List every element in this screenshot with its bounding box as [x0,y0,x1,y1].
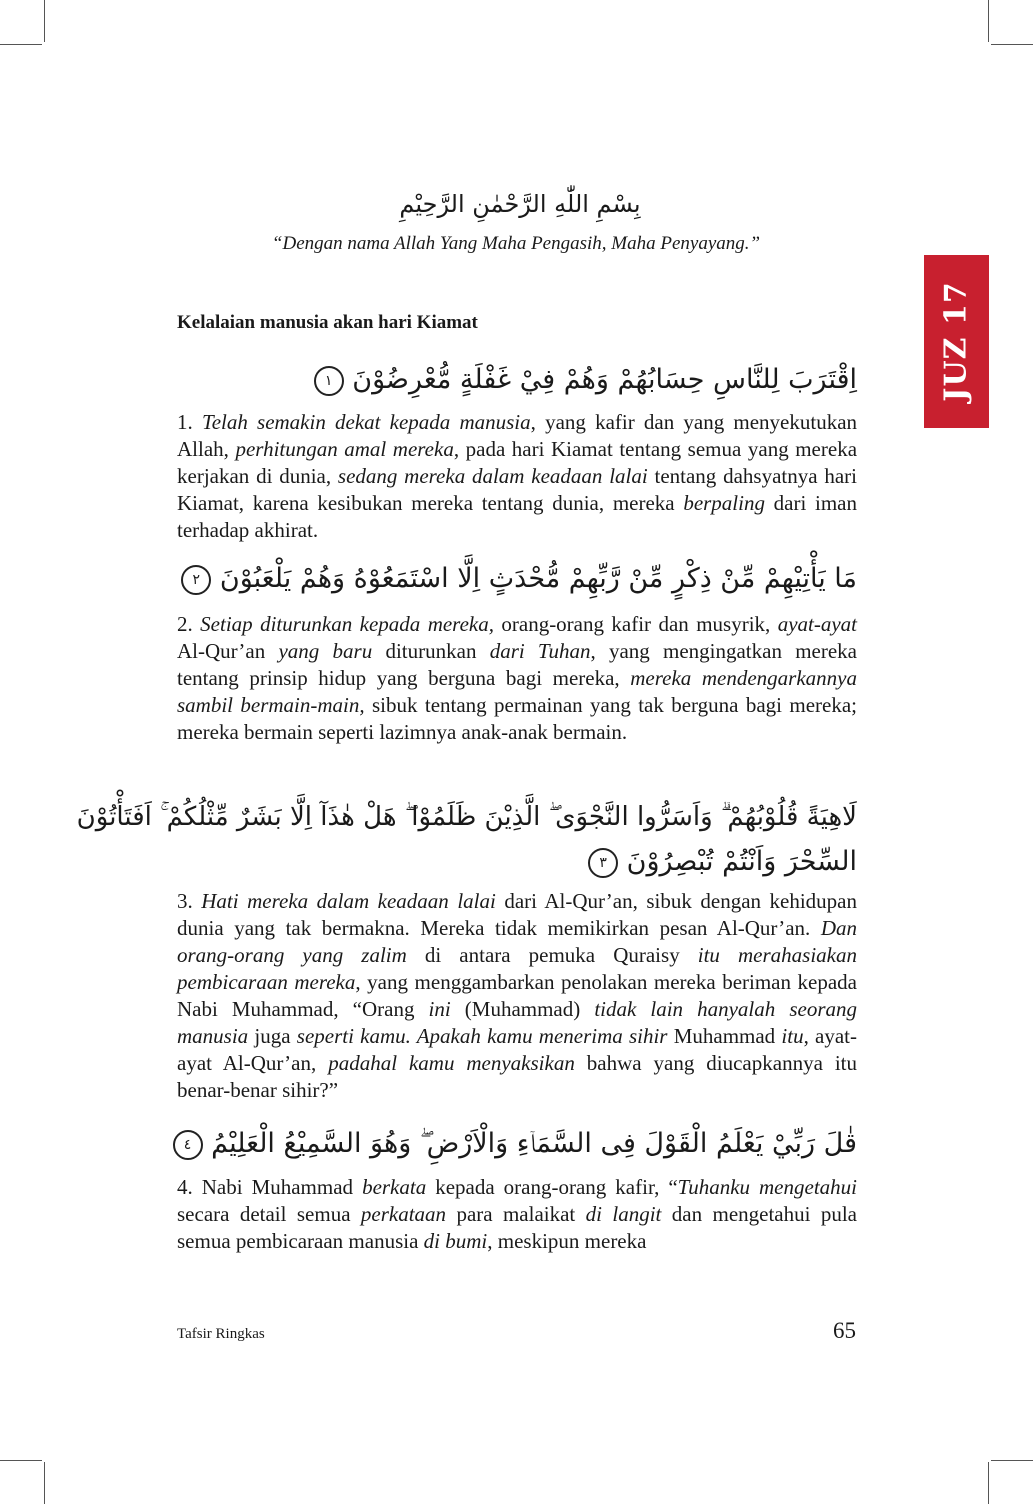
body-text: juga [248,1024,297,1048]
body-text: , yang mengingatkan mereka tentang prinsip hidup yang berguna bagi mereka, [177,639,857,690]
basmala-translation: “Dengan nama Allah Yang Maha Pengasih, Maha Penyayang.” [271,233,761,254]
body-text: kepada orang-orang kafir, “ [426,1175,678,1199]
emphasized-text: sedang mereka dalam keadaan lalai [337,464,648,488]
body-text: bahwa yang diucapkannya itu benar-benar sihir?” [177,1051,858,1102]
body-text: Al-Qur’an [177,639,279,663]
emphasized-text: itu [781,1024,804,1048]
body-text: , meskipun mereka [487,1229,647,1253]
arabic-text: لَاهِيَةً قُلُوْبُهُمْ ۗ وَاَسَرُّوا النَّجْوَى ۖ الَّذِيْنَ ظَلَمُوْا ۖ هَلْ هٰذَآ اِلَّا بَشَرٌ مِّثْلُكُمْ ۚ اَفَتَأْتُوْنَ [76,802,857,832]
verse-4-commentary [177,1174,857,1255]
emphasized-text: mereka mendengarkannya sambil bermain-main, [177,666,857,717]
ayah-number-mark: ٤ [173,1130,203,1160]
body-text: secara detail semua [177,1202,361,1226]
emphasized-text: berkata [362,1175,427,1199]
emphasized-text: dari Tuhan [489,639,591,663]
verse-4-arabic [177,1120,857,1168]
emphasized-text: ayat-ayat [777,612,857,636]
crop-mark [988,0,989,42]
emphasized-text: Tuhanku mengetahui [677,1175,857,1199]
emphasized-text: ini [428,997,451,1021]
verse-3-arabic [76,793,857,841]
emphasized-text: Setiap diturunkan kepada mereka, [200,612,494,636]
arabic-text: السِّحْرَ وَاَنْتُمْ تُبْصِرُوْنَ [626,846,857,877]
crop-mark [44,0,45,42]
crop-mark [0,44,42,45]
section-heading: Kelalaian manusia akan hari Kiamat [177,312,478,333]
body-text: , pada hari Kiamat tentang semua yang mereka kerjakan di dunia, [177,437,858,488]
emphasized-text: yang baru [278,639,373,663]
body-text: di antara pemuka Quraisy [406,943,698,967]
body-text: para malaikat [446,1202,586,1226]
emphasized-text: padahal kamu menyaksikan [328,1051,575,1075]
emphasized-text: seperti kamu. Apakah kamu menerima sihir [296,1024,668,1048]
verse-3-arabic-line2 [177,838,857,886]
crop-mark [44,1462,45,1504]
emphasized-text: Hati mereka dalam keadaan lalai [201,889,496,913]
emphasized-text: perhitungan amal mereka [235,437,454,461]
crop-mark [991,44,1033,45]
footer-page-number: 65 [833,1318,856,1343]
arabic-text: مَا يَأْتِيْهِمْ مِّنْ ذِكْرٍ مِّنْ رَّبِّهِمْ مُّحْدَثٍ اِلَّا اسْتَمَعُوْهُ وَهُمْ يَلْعَبُوْنَ [219,563,857,594]
body-text: 2. [177,612,201,636]
emphasized-text: di langit [585,1202,662,1226]
body-text: , ayat-ayat Al-Qur’an, [177,1024,858,1075]
juz-tab-label: JUZ 17 [939,281,975,402]
emphasized-text: berpaling [683,491,765,515]
crop-mark [991,1460,1033,1461]
body-text: dan mengetahui pula semua pembicaraan manusia [177,1202,857,1253]
crop-mark [0,1460,42,1461]
emphasized-text: perkataan [360,1202,447,1226]
verse-2-commentary [177,611,857,746]
basmala-arabic: بِسْمِ اللّٰهِ الرَّحْمٰنِ الرَّحِيْمِ [399,190,641,218]
crop-mark [988,1462,989,1504]
emphasized-text: Telah semakin dekat kepada manusia [201,410,531,434]
verse-1-commentary [177,409,857,544]
emphasized-text: Dan orang-orang yang zalim [177,916,857,967]
emphasized-text: itu merahasiakan pembicaraan mereka [177,943,857,994]
body-text: 4. Nabi Muhammad [177,1175,363,1199]
body-text: 1. [177,410,202,434]
body-text: , yang menggambarkan penolakan mereka beriman kepada Nabi Muhammad, “Orang [177,970,858,1021]
body-text: dari iman terhadap akhirat. [177,491,858,542]
ayah-number-mark: ٢ [181,565,211,595]
body-text: orang-orang kafir dan musyrik, [493,612,778,636]
body-text: dari Al-Qur’an, sibuk dengan kehidupan dunia yang tak bermakna. Mereka tidak memikirkan pesan Al-Qur’an. [177,889,857,940]
verse-3-commentary [177,888,857,1104]
ayah-number-mark: ١ [314,366,344,396]
body-text: (Muhammad) [450,997,595,1021]
arabic-text: قٰلَ رَبِّيْ يَعْلَمُ الْقَوْلَ فِى السَّمَاۤءِ وَالْاَرْضِ ۖ وَهُوَ السَّمِيْعُ الْعَلِيْمُ [211,1128,857,1159]
body-text: diturunkan [372,639,490,663]
body-text: sibuk tentang permainan yang tak berguna bagi mereka; mereka bermain seperti lazimnya anak-anak bermain. [177,693,858,744]
verse-1-arabic [177,356,857,404]
footer-book-title: Tafsir Ringkas [177,1326,265,1342]
body-text: tentang dahsyatnya hari Kiamat, karena kesibukan mereka tentang dunia, mereka [177,464,857,515]
body-text: 3. [177,889,202,913]
body-text: Muhammad [667,1024,782,1048]
body-text: , yang kafir dan yang menyekutukan Allah, [177,410,858,461]
ayah-number-mark: ٣ [588,848,618,878]
verse-2-arabic [177,555,857,603]
emphasized-text: di bumi [423,1229,488,1253]
arabic-text: اِقْتَرَبَ لِلنَّاسِ حِسَابُهُمْ وَهُمْ فِيْ غَفْلَةٍ مُّعْرِضُوْنَ [352,364,857,395]
emphasized-text: tidak lain hanyalah seorang manusia [177,997,857,1048]
juz-tab [924,255,989,428]
